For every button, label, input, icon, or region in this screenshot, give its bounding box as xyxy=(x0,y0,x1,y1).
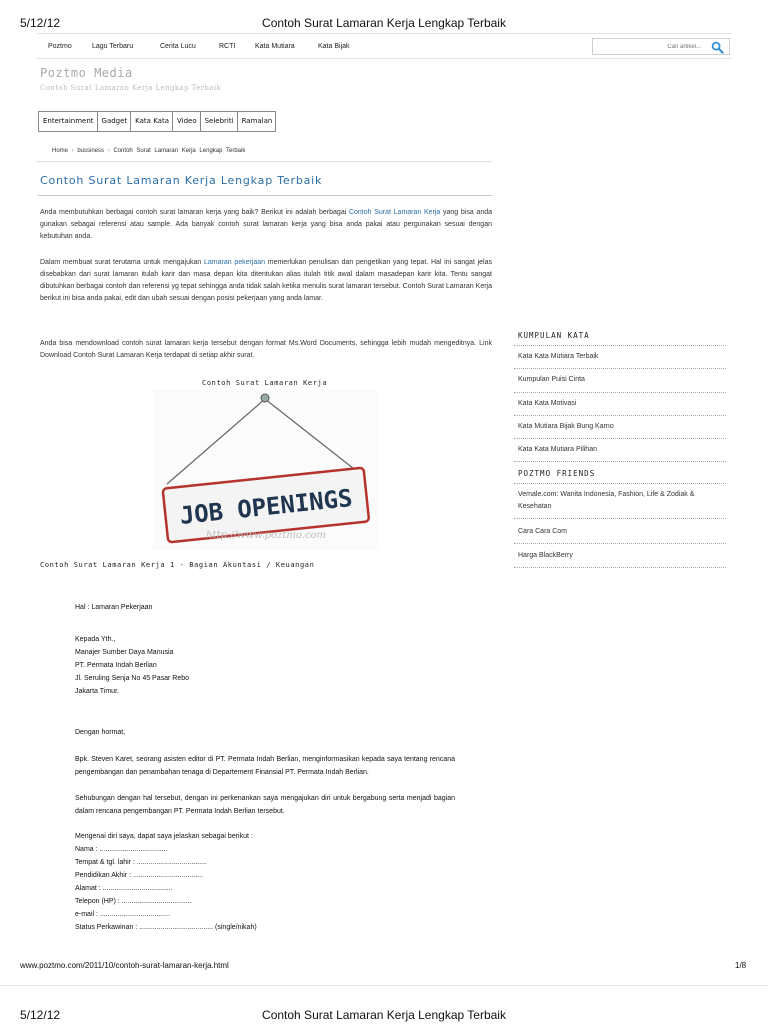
letter-intro: Mengenai diri saya, dapat saya jelaskan sebagai berikut : xyxy=(75,833,253,840)
letter-greeting: Dengan hormat, xyxy=(75,729,126,736)
search-box xyxy=(592,38,730,55)
breadcrumb-current: Contoh Surat Lamaran Kerja Lengkap Terbaik xyxy=(113,148,246,154)
letter-body-2: Sehubungan dengan hal tersebut, dengan ini perkenankan saya mengajukan diri untuk bergabung serta menjadi bagian dalam rencana pengembangan PT. Permata Indah Berlian tersebut. xyxy=(75,795,455,815)
letter-address xyxy=(75,633,189,698)
breadcrumb-home[interactable]: Home xyxy=(52,148,69,154)
footer-url: www.poztmo.com/2011/10/contoh-surat-lamaran-kerja.html xyxy=(20,961,229,970)
letter-body-1: Bpk. Steven Karet, seorang asisten editor di PT. Permata Indah Berlian, menginformasikan kepada saya tentang rencana pengembangan dan penambahan tenaga di Departement Finansial PT. Permata Indah Berlian. xyxy=(75,756,455,776)
field-alamat: Alamat : .................................... xyxy=(75,885,173,892)
sidebar-item-harga-blackberry[interactable]: Harga BlackBerry xyxy=(518,552,573,559)
field-email: e-mail : .................................... xyxy=(75,911,170,918)
breadcrumb-separator: › xyxy=(71,148,74,154)
footer-page-number: 1/8 xyxy=(735,961,747,970)
breadcrumb xyxy=(52,148,245,154)
article-paragraph-3: Anda bisa mendownload contoh surat lamaran kerja tersebut dengan format Ms.Word Documents, sehingga lebih mudah mengeditnya. Link Download Contoh Surat Lamaran Kerja terdapat di setiap akhir surat. xyxy=(40,340,492,359)
sidebar-item-cara-cara[interactable]: Cara Cara Com xyxy=(518,528,568,535)
sidebar-friends-title: POZTMO FRIENDS xyxy=(518,469,596,478)
sidebar-divider xyxy=(514,543,726,544)
section-heading: Contoh Surat Lamaran Kerja 1 - Bagian Akuntasi / Keuangan xyxy=(40,561,315,569)
search-icon[interactable] xyxy=(711,41,724,54)
paragraph-text: yang bisa anda gunakan sebagai referensi atau sample. Ada banyak contoh surat lamaran kerja yang bisa anda pakai atau pergunakan sesuai dengan kebutuhan anda. xyxy=(40,209,492,240)
sidebar-divider xyxy=(514,392,726,393)
site-name[interactable]: Poztmo Media xyxy=(40,66,133,80)
paragraph-text: Dalam membuat surat terutama untuk mengajukan xyxy=(40,259,204,266)
sidebar-divider xyxy=(514,461,726,462)
top-nav-rcti[interactable]: RCTI xyxy=(219,43,236,50)
paragraph-text: Anda membutuhkan berbagai contoh surat lamaran kerja yang baik? Berikut ini adalah berbagai xyxy=(40,209,349,216)
top-nav-bar xyxy=(36,33,732,59)
job-openings-sign-graphic xyxy=(153,390,379,550)
field-status: Status Perkawinan : ...................................... (single/nikah) xyxy=(75,924,257,931)
print-date: 5/12/12 xyxy=(20,16,61,30)
category-entertainment[interactable]: Entertainment xyxy=(39,112,98,131)
article-title: Contoh Surat Lamaran Kerja Lengkap Terbaik xyxy=(40,174,323,187)
article-paragraph-1 xyxy=(40,207,492,243)
category-nav xyxy=(38,111,276,132)
sidebar-divider xyxy=(514,438,726,439)
sign-text: JOB OPENINGS xyxy=(178,484,354,530)
title-divider xyxy=(38,195,492,196)
category-selebriti[interactable]: Selebriti xyxy=(201,112,238,131)
sidebar-item-puisi-cinta[interactable]: Kumpulan Puisi Cinta xyxy=(518,376,585,383)
top-nav-poztmo[interactable]: Poztmo xyxy=(48,43,72,50)
category-kata-kata[interactable]: Kata Kata xyxy=(131,112,173,131)
image-caption: Contoh Surat Lamaran Kerja xyxy=(202,379,328,387)
sidebar-divider xyxy=(514,345,726,346)
category-ramalan[interactable]: Ramalan xyxy=(241,117,273,125)
breadcrumb-separator: › xyxy=(107,148,110,154)
page-break xyxy=(0,985,768,986)
breadcrumb-divider xyxy=(36,161,492,162)
field-pendidikan: Pendidikan Akhir : .................................... xyxy=(75,872,203,879)
paragraph-text: memerlukan penulisan dan pengetikan yang tepat. Hal ini sangat jelas disebabkan dari surat lamaran itulah karir dan masa depan kita ditentukan alias itulah titik awal dalam masadepan karir kita. Tentu sangat dibutuhkan berbagai contoh dan referensi yg tepat sehingga anda tidak salah ketika menulis surat lamaran tersebut. Contoh Surat Lamaran Kerja berikut ini bisa anda pakai, edit dan ubah sesuai dengan posisi pekerjaan yang anda lamar. xyxy=(40,259,492,302)
address-line: PT. Permata Indah Berlian xyxy=(75,662,157,669)
site-tagline: Contoh Surat Lamaran Kerja Lengkap Terbaik xyxy=(40,84,222,92)
top-nav-kata-mutiara[interactable]: Kata Mutiara xyxy=(255,43,295,50)
sidebar-item-vemale[interactable]: Vemale.com: Wanita Indonesia, Fashion, Life & Zodiak & Kesehatan xyxy=(518,491,695,510)
sidebar-item-bung-karno[interactable]: Kata Mutiara Bijak Bung Karno xyxy=(518,423,614,430)
sidebar-divider xyxy=(514,518,726,519)
field-ttl: Tempat & tgl. lahir : .................................... xyxy=(75,859,207,866)
print-title: Contoh Surat Lamaran Kerja Lengkap Terbaik xyxy=(262,16,506,30)
top-nav-cerita-lucu[interactable]: Cerita Lucu xyxy=(160,43,196,50)
breadcrumb-bussiness[interactable]: bussiness xyxy=(77,148,105,154)
next-page-date: 5/12/12 xyxy=(20,1008,61,1022)
sidebar-divider xyxy=(514,567,726,568)
field-telepon: Telepon (HP) : .................................... xyxy=(75,898,192,905)
job-openings-image xyxy=(153,390,379,550)
address-line: Jl. Seruling Senja No 45 Pasar Rebo xyxy=(75,675,190,682)
search-input[interactable] xyxy=(597,41,701,52)
letter-subject: Hal : Lamaran Pekerjaan xyxy=(75,604,153,611)
next-page-title: Contoh Surat Lamaran Kerja Lengkap Terbaik xyxy=(262,1008,506,1022)
sidebar-item-kata-mutiara-terbaik[interactable]: Kata Kata Mutiara Terbaik xyxy=(518,353,599,360)
top-nav-kata-bijak[interactable]: Kata Bijak xyxy=(318,43,350,50)
image-watermark: http://www.poztmo.com xyxy=(206,530,326,541)
category-video[interactable]: Video xyxy=(173,112,201,131)
sidebar-divider xyxy=(514,415,726,416)
field-nama: Nama : ................................... xyxy=(75,846,168,853)
sidebar-divider xyxy=(514,368,726,369)
article-paragraph-2 xyxy=(40,257,492,305)
address-line: Kepada Yth., xyxy=(75,636,116,643)
contoh-surat-link[interactable]: Contoh Surat Lamaran Kerja xyxy=(348,209,441,216)
category-gadget[interactable]: Gadget xyxy=(98,112,132,131)
sidebar-item-mutiara-pilihan[interactable]: Kata Kata Mutiara Pilihan xyxy=(518,446,597,453)
address-line: Manajer Sumber Daya Manusia xyxy=(75,649,174,656)
top-nav-lagu-terbaru[interactable]: Lagu Terbaru xyxy=(92,43,134,50)
sidebar-divider xyxy=(514,483,726,484)
letter-fields xyxy=(75,843,257,934)
sidebar-kumpulan-title: KUMPULAN KATA xyxy=(518,331,590,340)
address-line: Jakarta Timur. xyxy=(75,688,119,695)
sidebar-item-kata-motivasi[interactable]: Kata Kata Motivasi xyxy=(518,400,577,407)
lamaran-pekerjaan-link[interactable]: Lamaran pekerjaan xyxy=(204,259,266,266)
